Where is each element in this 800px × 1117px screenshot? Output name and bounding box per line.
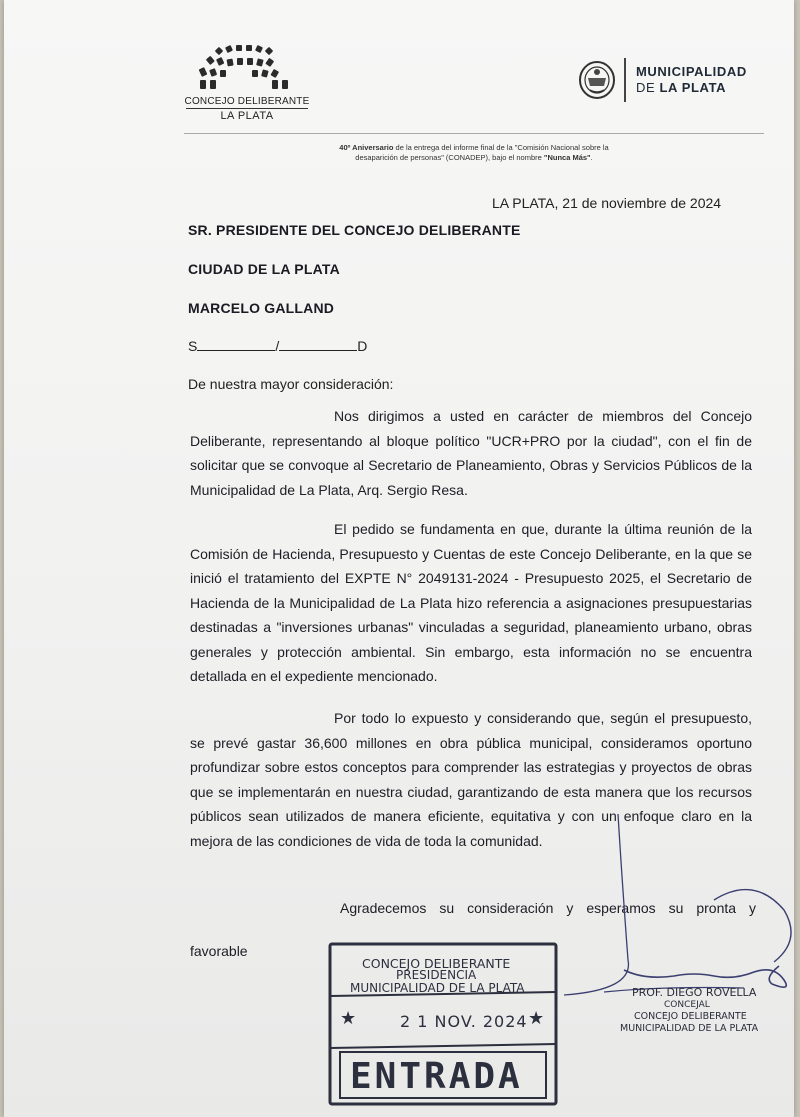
anniversary-text1: de la entrega del informe final de la "Comisión Nacional sobre la [393,143,609,152]
anniversary-nunca-mas: "Nunca Más" [543,153,591,162]
closing-line: Agradecemos su consideración y esperamos su pronta y [340,900,756,916]
signer-role: CONCEJAL [664,1000,710,1010]
stamp-date: 2 1 NOV. 2024 [400,1012,528,1031]
anniversary-bold: 40º Aniversario [339,143,394,152]
concejo-dome-logo-icon [194,42,294,92]
anniversary-note [294,143,654,163]
addressee-city: CIUDAD DE LA PLATA [188,261,340,277]
concejo-city: LA PLATA [220,110,274,122]
municipalidad-de: DE [636,80,656,95]
sd-s: S [188,338,198,354]
paragraph-3: Por todo lo expuesto y considerando que, según el presupuesto, se prevé gastar 36,600 millones en obra pública municipal, consideramos oportuno profundizar sobre estos conceptos para comprender las estrategias y proyectos de obras que se implementarán en nuestra ciudad, garantizando de esta manera que los recursos públicos sean utilizados de manera eficiente, equitativa y con un enfoque claro en la mejora de las condiciones de vida de toda la comunidad. [190,710,752,849]
signer-org: CONCEJO DELIBERANTE [634,1011,747,1022]
signer-name: PROF. DIEGO ROVELLA [632,986,757,999]
sd-blank-2 [279,338,357,351]
paragraph-2: El pedido se fundamenta en que, durante la última reunión de la Comisión de Hacienda, Presupuesto y Cuentas de este Concejo Deliberante, en la que se inició el tratamiento del EXPTE N° 2049131-2024 - Presupuesto 2025, el Secretario de Hacienda de la Municipalidad de La Plata hizo referencia a asignaciones presupuestarias destinadas a "inversiones urbanas" vinculadas a seguridad, planeamiento urbano, obras generales y protección ambiental. Sin embargo, esta información no se encuentra detallada en el expediente mencionado. [190,521,752,684]
sd-slash: / [275,338,280,354]
stamp-line-2: PRESIDENCIA [396,968,477,982]
concejo-underline [186,108,308,109]
addressee-title: SR. PRESIDENTE DEL CONCEJO DELIBERANTE [188,222,521,238]
entrada-stamp [324,940,564,1108]
stamp-line-3: MUNICIPALIDAD DE LA PLATA [350,981,525,995]
signer-municipality: MUNICIPALIDAD DE LA PLATA [620,1023,759,1034]
sd-blank-1 [197,338,275,351]
greeting: De nuestra mayor consideración: [188,376,394,392]
paragraph-1: Nos dirigimos a usted en carácter de miembros del Concejo Deliberante, representando al bloque político "UCR+PRO por la ciudad", con el fin de solicitar que se convoque al Secretario de Planeamiento, Obras y Servicios Públicos de la Municipalidad de La Plata, Arq. Sergio Resa. [190,408,752,498]
stamp-entrada-label: ENTRADA [350,1056,523,1097]
la-plata-seal-icon [578,60,616,100]
addressee-name: MARCELO GALLAND [188,300,335,316]
stamp-line-1: CONCEJO DELIBERANTE [362,956,511,971]
sd-d: D [357,338,368,354]
municipalidad-divider [624,58,626,102]
stamp-star-left-icon: ★ [340,1008,357,1029]
dateline: LA PLATA, 21 de noviembre de 2024 [492,195,722,211]
header-rule [184,133,764,134]
municipalidad-title: MUNICIPALIDAD [636,64,747,79]
municipalidad-city: LA PLATA [659,80,727,95]
sd-line [188,338,367,354]
letter-page [4,0,794,1117]
municipalidad-subtitle [636,80,726,95]
concejo-name: CONCEJO DELIBERANTE [184,96,310,107]
closing-end: favorable [190,943,248,959]
stamp-star-right-icon: ★ [528,1008,545,1029]
anniversary-text2: desaparición de personas" (CONADEP), bajo el nombre [355,153,544,162]
anniversary-end: . [590,153,593,162]
